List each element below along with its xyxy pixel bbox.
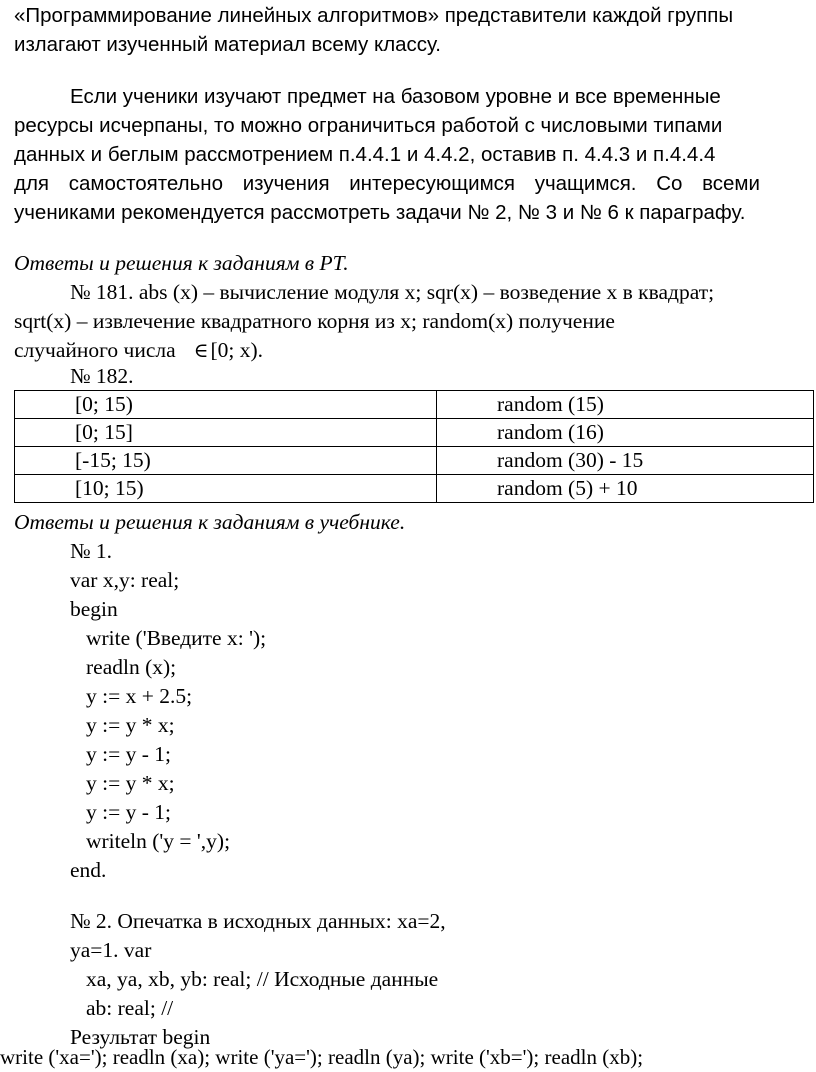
task2-line-2: ya=1. var [70, 938, 152, 962]
task181-interval: [0; x). [210, 338, 264, 362]
table-row [15, 475, 814, 503]
code-line: y := y - 1; [86, 800, 171, 824]
code-line: y := y - 1; [86, 742, 171, 766]
textbook-heading: Ответы и решения к заданиям в учебнике. [14, 510, 406, 534]
intro-line-2: излагают изученный материал всему классу. [14, 33, 441, 56]
task181-line-2: sqrt(x) – извлечение квадратного корня из x; random(x) получение [14, 309, 615, 333]
range-cell: [0; 15) [15, 391, 437, 419]
task181-line-3-text: случайного числа [14, 338, 176, 362]
basic-line-4: для самостоятельно изучения интересующимся учащимся. Со всеми [14, 172, 760, 195]
code-line: readln (x); [86, 655, 177, 679]
task181-line-1: № 181. abs (x) – вычисление модуля x; sqr(x) – возведение x в квадрат; [70, 280, 715, 304]
basic-line-2: ресурсы исчерпаны, то можно ограничиться работой с числовыми типами [14, 114, 723, 137]
code-line: y := y * x; [86, 713, 175, 737]
basic-line-3: данных и беглым рассмотрением п.4.4.1 и 4.4.2, оставив п. 4.4.3 и п.4.4.4 [14, 143, 716, 166]
intro-line-1: «Программирование линейных алгоритмов» представители каждой группы [14, 4, 734, 27]
task2-line-4: ab: real; // [86, 996, 174, 1020]
expr-cell: random (30) - 15 [437, 447, 814, 475]
table-row [15, 391, 814, 419]
task2-line-1: № 2. Опечатка в исходных данных: xa=2, [70, 909, 446, 933]
basic-line-5: учениками рекомендуется рассмотреть задачи № 2, № 3 и № 6 к параграфу. [14, 201, 746, 224]
code-line: y := y * x; [86, 771, 175, 795]
code-line: begin [70, 597, 118, 621]
code-line: var x,y: real; [70, 568, 180, 592]
table-row [15, 419, 814, 447]
task182-label: № 182. [70, 364, 134, 388]
expr-cell: random (15) [437, 391, 814, 419]
range-cell: [-15; 15) [15, 447, 437, 475]
expr-cell: random (5) + 10 [437, 475, 814, 503]
range-cell: [0; 15] [15, 419, 437, 447]
rt-heading: Ответы и решения к заданиям в РТ. [14, 251, 349, 275]
task182-table [14, 390, 814, 503]
task2-line-5: Результат begin [70, 1025, 211, 1049]
table-row [15, 447, 814, 475]
task2-line-3: xa, ya, xb, yb: real; // Исходные данные [86, 967, 439, 991]
task2-line-6: write ('xa='); readln (xa); write ('ya='); readln (ya); write ('xb='); readln (xb); [0, 1045, 644, 1069]
code-line: end. [70, 858, 107, 882]
code-line: write ('Введите x: '); [86, 626, 267, 650]
code-line: writeln ('y = ',y); [86, 829, 231, 853]
expr-cell: random (16) [437, 419, 814, 447]
range-cell: [10; 15) [15, 475, 437, 503]
code-line: y := x + 2.5; [86, 684, 193, 708]
element-of-symbol: ∈ [193, 340, 209, 362]
task1-label: № 1. [70, 539, 113, 563]
basic-line-1: Если ученики изучают предмет на базовом уровне и все временные [70, 85, 721, 108]
task181-line-3 [14, 336, 263, 366]
